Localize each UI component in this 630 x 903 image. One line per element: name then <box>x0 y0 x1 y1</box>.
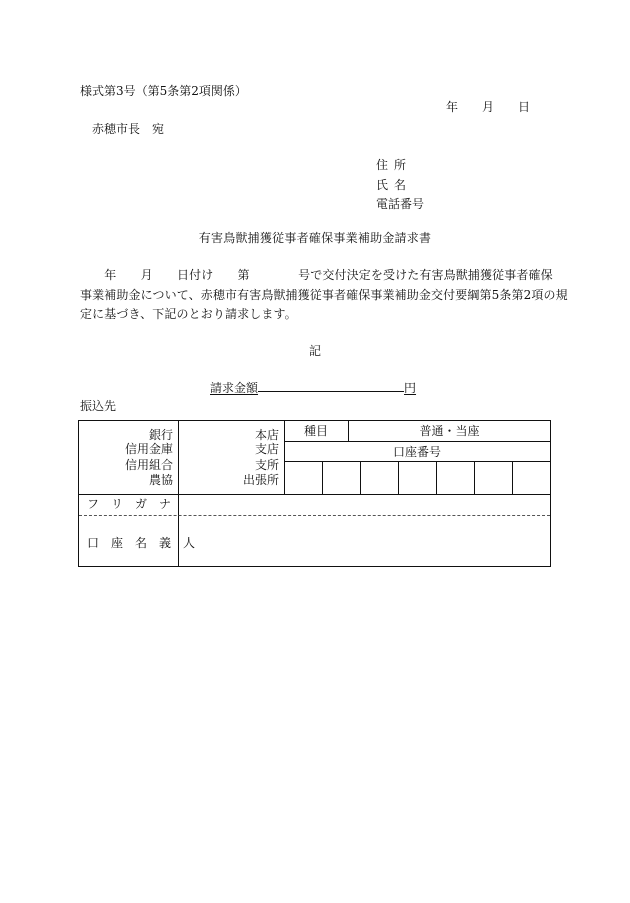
institution-type-shinkin: 信用金庫 <box>124 442 173 456</box>
transfer-label: 振込先 <box>80 399 117 413</box>
account-holder-label: 口 座 名 義 人 <box>87 536 196 550</box>
amount-label: 請求金額 <box>210 381 259 395</box>
branch-type-head: 本店 <box>254 428 279 442</box>
table-divider <box>474 461 475 494</box>
date-line <box>446 100 530 114</box>
bank-account-table <box>78 420 551 567</box>
account-number-label: 口座番号 <box>392 445 441 459</box>
date-month-label: 月 <box>482 100 495 114</box>
ki-heading: 記 <box>308 344 321 358</box>
address-label: 住所 <box>376 158 413 172</box>
name-label: 氏名 <box>376 177 413 192</box>
document-title: 有害鳥獣捕獲従事者確保事業補助金請求書 <box>198 231 432 245</box>
table-divider <box>322 461 323 494</box>
form-number: 様式第3号（第5条第2項関係） <box>80 84 247 98</box>
phone-label: 電話番号 <box>376 197 425 211</box>
furigana-label: フ リ ガ ナ <box>87 497 172 511</box>
amount-unit: 円 <box>404 381 417 395</box>
table-dashed-divider <box>79 515 550 516</box>
institution-type-bank: 銀行 <box>148 428 173 442</box>
body-line-1: 年 月 日付け 第 号で交付決定を受けた有害鳥獣捕獲従事者確保 <box>80 268 553 282</box>
branch-type-subbranch: 支所 <box>254 458 279 472</box>
table-divider <box>284 441 550 442</box>
date-day-label: 日 <box>518 100 531 114</box>
institution-type-shinkumi: 信用組合 <box>124 458 173 472</box>
body-line-3: 定に基づき、下記のとおり請求します。 <box>80 307 297 321</box>
body-line-2: 事業補助金について、赤穂市有害鳥獣捕獲従事者確保事業補助金交付要綱第5条第2項の規 <box>80 287 568 302</box>
applicant-block <box>376 156 424 215</box>
table-divider <box>512 461 513 494</box>
branch-type-office: 出張所 <box>242 473 279 487</box>
branch-type-branch: 支店 <box>254 442 279 456</box>
date-year-label: 年 <box>446 100 459 114</box>
account-type-value[interactable]: 普通・当座 <box>419 424 480 438</box>
addressee: 赤穂市長 宛 <box>92 122 165 136</box>
table-divider <box>79 494 550 495</box>
amount-row <box>210 379 416 395</box>
account-type-label: 種目 <box>303 424 328 438</box>
table-divider <box>360 461 361 494</box>
institution-type-nokyo: 農協 <box>148 473 173 487</box>
body-text <box>80 266 568 325</box>
table-divider <box>284 461 550 462</box>
amount-field[interactable] <box>258 379 404 392</box>
table-divider <box>436 461 437 494</box>
table-divider <box>398 461 399 494</box>
